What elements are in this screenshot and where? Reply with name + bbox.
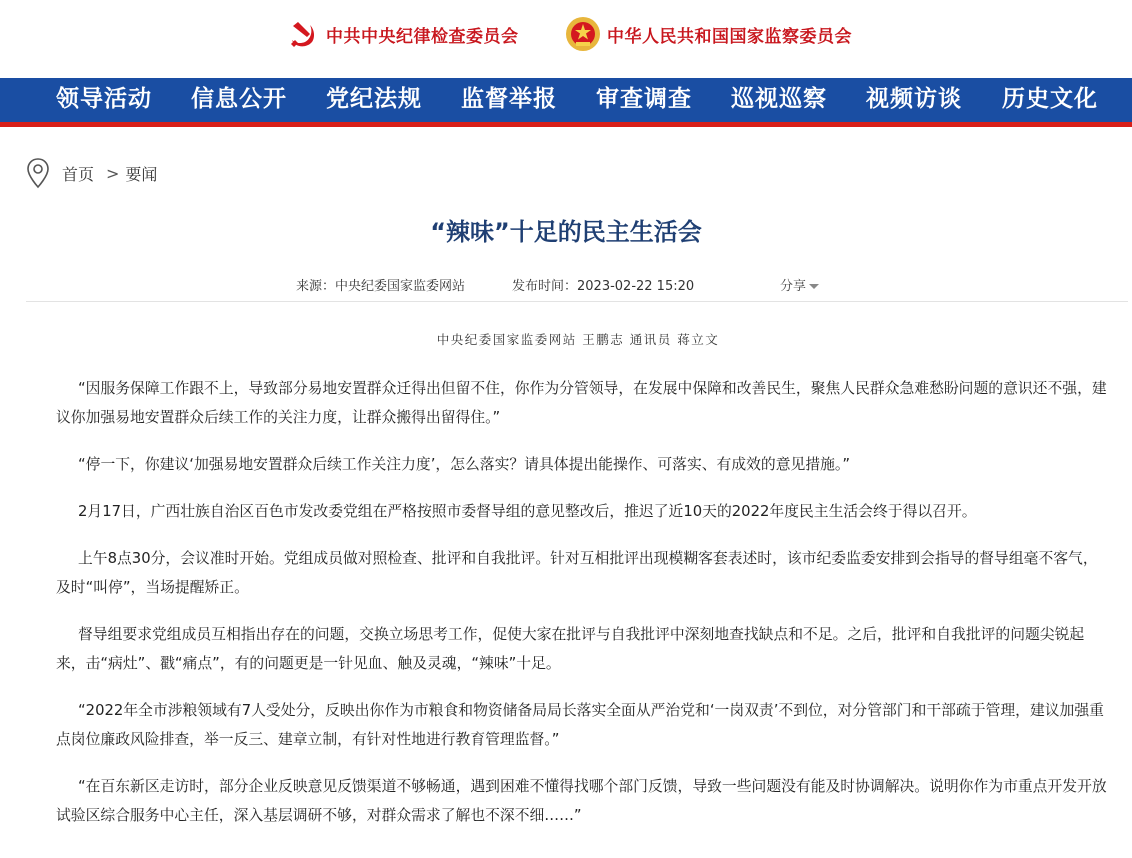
article-paragraph: “在百东新区走访时，部分企业反映意见反馈渠道不够畅通，遇到困难不懂得找哪个部门反馈，导致一些问题没有能及时协调解决。说明你作为市重点开发开放试验区综合服务中心主任，深入基层调研不够，对群众需求了解也不深不细……”: [56, 778, 1107, 824]
site-header: [0, 0, 1132, 78]
article-paragraph: 上午8点30分，会议准时开始。党组成员做对照检查、批评和自我批评。针对互相批评出现模糊客套表述时，该市纪委监委安排到会指导的督导组毫不客气，及时“叫停”，当场提醒矫正。: [56, 550, 1098, 596]
nav-item-leadership[interactable]: 领导活动: [56, 85, 152, 112]
nav-item-video[interactable]: 视频访谈: [866, 85, 962, 112]
party-emblem-icon: [284, 16, 320, 52]
article-source: 来源：中央纪委国家监委网站: [296, 279, 466, 294]
article-paragraph: “因服务保障工作跟不上，导致部分易地安置群众迁得出但留不住，你作为分管领导，在发展中保障和改善民生，聚焦人民群众急难愁盼问题的意识还不强，建议你加强易地安置群众后续工作的关注力度，让群众搬得出留得住。”: [56, 380, 1107, 426]
nav-item-disclosure[interactable]: 信息公开: [191, 85, 287, 112]
ccdi-logo[interactable]: [284, 14, 519, 54]
article-publish-time: 发布时间：2023-02-22 15:20: [512, 279, 695, 294]
nsc-name: 中华人民共和国国家监察委员会: [607, 26, 852, 47]
nav-item-history[interactable]: 历史文化: [1002, 85, 1098, 112]
nav-item-regulations[interactable]: 党纪法规: [326, 85, 422, 112]
main-nav: [0, 78, 1132, 127]
breadcrumb-separator: >: [106, 163, 120, 183]
article-body: [56, 374, 1108, 830]
nsc-logo[interactable]: [565, 14, 852, 54]
share-button[interactable]: [780, 275, 819, 294]
article-byline: 中央纪委国家监委网站 王鹏志 通讯员 蒋立文: [436, 332, 720, 347]
national-emblem-icon: [565, 16, 601, 52]
article-paragraph: 2月17日，广西壮族自治区百色市发改委党组在严格按照市委督导组的意见整改后，推迟了近10天的2022年度民主生活会终于得以召开。: [78, 503, 977, 520]
nav-item-reporting[interactable]: 监督举报: [461, 85, 557, 112]
ccdi-name: 中共中央纪律检查委员会: [326, 26, 519, 47]
divider: [26, 301, 1128, 302]
share-label: 分享: [780, 279, 807, 294]
nav-item-inspection[interactable]: 巡视巡察: [731, 85, 827, 112]
breadcrumb-home-link[interactable]: 首页: [62, 164, 95, 184]
chevron-down-icon: [809, 284, 819, 289]
breadcrumb: [26, 157, 157, 189]
article-paragraph: 督导组要求党组成员互相指出存在的问题，交换立场思考工作，促使大家在批评与自我批评中深刻地查找缺点和不足。之后，批评和自我批评的问题尖锐起来，击“病灶”、戳“痛点”，有的问题更是一针见血、触及灵魂，“辣味”十足。: [56, 626, 1085, 672]
article-paragraph: “停一下，你建议‘加强易地安置群众后续工作关注力度’，怎么落实？请具体提出能操作、可落实、有成效的意见措施。”: [78, 456, 850, 473]
article-paragraph: “2022年全市涉粮领域有7人受处分，反映出你作为市粮食和物资储备局局长落实全面从严治党和‘一岗双责’不到位，对分管部门和干部疏于管理，建议加强重点岗位廉政风险排查，举一反三、建章立制，有针对性地进行教育管理监督。”: [56, 702, 1104, 748]
nav-item-investigation[interactable]: 审查调查: [596, 85, 692, 112]
breadcrumb-current-link[interactable]: 要闻: [125, 164, 158, 184]
location-pin-icon: [26, 157, 50, 189]
article-title: “辣味”十足的民主生活会: [430, 218, 702, 246]
